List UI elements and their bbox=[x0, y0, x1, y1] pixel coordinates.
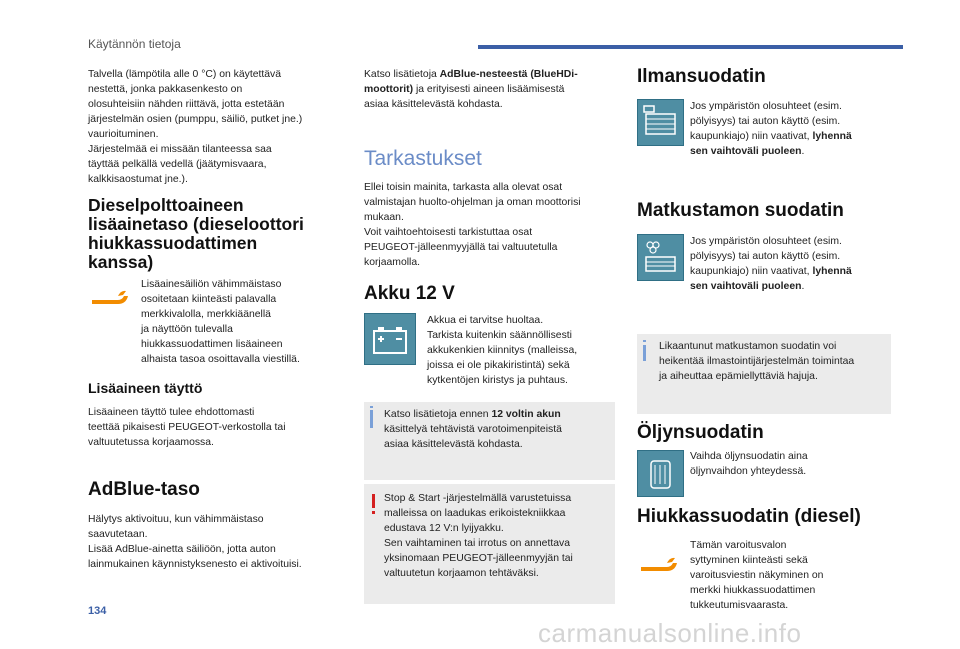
cabin-filter-text bbox=[690, 234, 890, 294]
additive-refill-text: Lisäaineen täyttö tulee ehdottomasti teettää pikaisesti PEUGEOT-verkostolla tai valtuutetussa korjaamossa. bbox=[88, 407, 286, 448]
info-icon-dot bbox=[643, 340, 646, 342]
warning-icon-dot bbox=[372, 511, 375, 514]
cabin-filter-heading: Matkustamon suodatin bbox=[637, 200, 844, 221]
adblue-ref-post: ja erityisesti aineen lisäämisestä asiaa käsittelevästä kohdasta. bbox=[364, 84, 565, 110]
particle-filter-text: Tämän varoitusvalon syttyminen kiinteästi sekä varoitusviestin näkyminen on merkki hiukkassuodattimen tukkeutumisvaarasta. bbox=[690, 540, 824, 611]
section-title: Käytännön tietoja bbox=[88, 37, 181, 51]
oil-filter-text: Vaihda öljynsuodatin aina öljynvaihdon yhteydessä. bbox=[690, 451, 808, 477]
cabin-filter-post: . bbox=[801, 281, 805, 292]
battery-info-pre: Katso lisätietoja ennen bbox=[384, 409, 492, 420]
winter-intro-text: Talvella (lämpötila alle 0 °C) on käytettävä nestettä, jonka pakkasenkesto on olosuhteisiin nähden riittävä, jotta estetään järjestelmän osien (pumppu, säiliö, putket jne.) vaurioituminen. Järjestelmää ei missään tilanteessa saa täyttää pelkällä vedellä (jäätymisvaara, kalkkisaostumat jne.). bbox=[88, 69, 303, 185]
checks-text: Ellei toisin mainita, tarkasta alla olevat osat valmistajan huolto-ohjelman ja oman moottorisi mukaan. Voit vaihtoehtoisesti tarkistuttaa osat PEUGEOT-jälleenmyyjällä tai valtuutetulla korjaamolla. bbox=[364, 182, 581, 268]
adblue-reference-text bbox=[364, 67, 614, 112]
info-icon-dot bbox=[370, 406, 373, 408]
info-icon bbox=[643, 345, 646, 361]
page-number: 134 bbox=[88, 605, 107, 617]
battery-heading: Akku 12 V bbox=[364, 283, 455, 304]
cabin-filter-bold: lyhennä sen vaihtoväli puoleen bbox=[690, 266, 852, 292]
wrench-icon bbox=[637, 553, 679, 583]
oil-filter-heading: Öljynsuodatin bbox=[637, 422, 764, 443]
battery-icon bbox=[364, 313, 416, 365]
air-filter-text bbox=[690, 99, 890, 159]
cabin-info-text: Likaantunut matkustamon suodatin voi heikentää ilmastointijärjestelmän toimintaa ja aiheuttaa epämiellyttäviä hajuja. bbox=[659, 341, 855, 382]
header-bar bbox=[478, 45, 903, 49]
checks-heading: Tarkastukset bbox=[364, 147, 482, 170]
air-filter-bold: lyhennä sen vaihtoväli puoleen bbox=[690, 131, 852, 157]
battery-info-post: käsittelyä tehtävistä varotoimenpiteistä asiaa käsittelevästä kohdasta. bbox=[384, 424, 562, 450]
battery-warning-text: Stop & Start -järjestelmällä varustetuissa malleissa on laadukas erikoistekniikkaa edustava 12 V:n lyijyakku. Sen vaihtaminen tai irrotus on annettava yksinomaan PEUGEOT-jälleenmyyjän tai valtuutetun korjaamon tehtäväksi. bbox=[384, 493, 573, 579]
battery-warning-box bbox=[364, 484, 615, 604]
battery-text: Akkua ei tarvitse huoltaa. Tarkista kuitenkin säännöllisesti akkukenkien kiinnitys (malleissa, joissa ei ole pikakiristintä) sekä kytkentöjen kiristys ja puhtaus. bbox=[427, 315, 578, 386]
particle-filter-heading: Hiukkassuodatin (diesel) bbox=[637, 506, 861, 527]
adblue-heading: AdBlue-taso bbox=[88, 479, 200, 500]
cabin-filter-icon bbox=[637, 234, 684, 281]
warning-icon bbox=[372, 494, 375, 508]
watermark: carmanualsonline.info bbox=[538, 618, 802, 648]
adblue-text: Hälytys aktivoituu, kun vähimmäistaso saavutetaan. Lisää AdBlue-ainetta säiliöön, jotta auton lainmukainen käynnistyksenesto ei aktivoituisi. bbox=[88, 514, 302, 570]
battery-info-text bbox=[384, 407, 609, 452]
battery-info-bold: 12 voltin akun bbox=[491, 409, 561, 420]
oil-filter-icon bbox=[637, 450, 684, 497]
air-filter-pre: Jos ympäristön olosuhteet (esim. pölyisyys) tai auton käyttö (esim. kaupunkiajo) niin vaativat, bbox=[690, 101, 842, 142]
air-filter-icon bbox=[637, 99, 684, 146]
air-filter-post: . bbox=[801, 146, 805, 157]
air-filter-heading: Ilmansuodatin bbox=[637, 66, 766, 87]
wrench-icon bbox=[88, 282, 130, 312]
cabin-filter-pre: Jos ympäristön olosuhteet (esim. pölyisyys) tai auton käyttö (esim. kaupunkiajo) niin vaativat, bbox=[690, 236, 842, 277]
adblue-ref-bold: AdBlue-nesteestä (BlueHDi- moottorit) bbox=[364, 69, 578, 95]
adblue-ref-pre: Katso lisätietoja bbox=[364, 69, 440, 80]
diesel-additive-text: Lisäainesäiliön vähimmäistaso osoitetaan kiinteästi palavalla merkkivalolla, merkkiäänellä ja näyttöön tulevalla hiukkassuodattimen lisäaineen alhaista tasoa osoittavalla viestillä. bbox=[141, 279, 300, 365]
battery-info-box bbox=[364, 402, 615, 480]
cabin-info-box bbox=[637, 334, 891, 414]
additive-refill-heading: Lisäaineen täyttö bbox=[88, 380, 203, 396]
info-icon bbox=[370, 410, 373, 428]
diesel-additive-heading: Dieselpolttoaineen lisäainetaso (dieseloottori hiukkassuodattimen kanssa) bbox=[88, 195, 304, 272]
